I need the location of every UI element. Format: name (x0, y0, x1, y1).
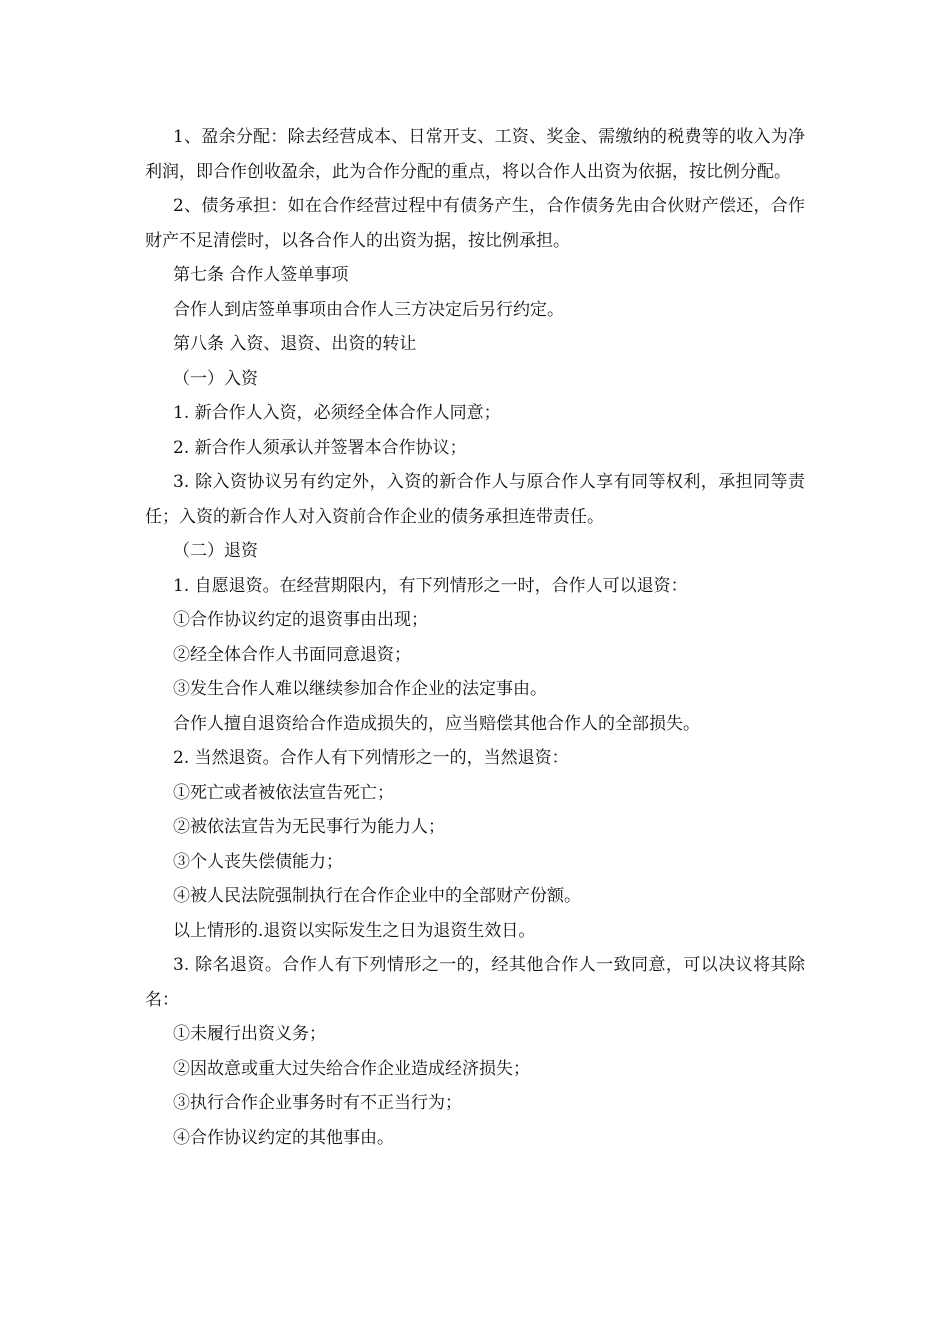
list-item: ③执行合作企业事务时有不正当行为； (173, 1093, 462, 1113)
list-item: ①死亡或者被依法宣告死亡； (173, 782, 394, 803)
list-item: 3. 除名退资。合作人有下列情形之一的，经其他合作人一致同意，可以决议将其除名： (145, 955, 805, 1010)
list-item: 1. 自愿退资。在经营期限内，有下列情形之一时，合作人可以退资： (173, 575, 688, 596)
list-item: ①合作协议约定的退资事由出现； (173, 610, 428, 630)
list-item: ③个人丧失偿债能力； (173, 851, 343, 872)
paragraph-effective-date: 以上情形的.退资以实际发生之日为退资生效日。 (173, 920, 536, 941)
section-capital-entry-heading: （一）入资 (173, 368, 258, 389)
list-item: ②被依法宣告为无民事行为能力人； (173, 817, 445, 837)
list-item: 1. 新合作人入资，必须经全体合作人同意； (173, 403, 501, 423)
list-item: ④合作协议约定的其他事由。 (173, 1127, 394, 1148)
list-item: 3. 除入资协议另有约定外，入资的新合作人与原合作人享有同等权利，承担同等责任；入资的新合作人对入资前合作企业的债务承担连带责任。 (145, 472, 805, 527)
section-withdrawal-heading: （二）退资 (173, 541, 258, 561)
paragraph-debt-liability: 2、债务承担：如在合作经营过程中有债务产生，合作债务先由合伙财产偿还，合作财产不足清偿时，以各合作人的出资为据，按比例承担。 (145, 196, 805, 251)
list-item: ①未履行出资义务； (173, 1024, 326, 1044)
list-item: 2. 新合作人须承认并签署本合作协议； (173, 437, 467, 458)
list-item: ②经全体合作人书面同意退资； (173, 644, 411, 665)
list-item: 2. 当然退资。合作人有下列情形之一的，当然退资： (173, 748, 569, 768)
article-7-heading: 第七条 合作人签单事项 (173, 265, 349, 285)
paragraph-surplus-distribution: 1、盈余分配：除去经营成本、日常开支、工资、奖金、需缴纳的税费等的收入为净利润，即合作创收盈余，此为合作分配的重点，将以合作人出资为依据，按比例分配。 (145, 127, 805, 182)
document-body (145, 120, 805, 1155)
list-item: ②因故意或重大过失给合作企业造成经济损失； (173, 1058, 530, 1079)
paragraph-signing-matters: 合作人到店签单事项由合作人三方决定后另行约定。 (173, 299, 564, 320)
paragraph-unauthorized-withdrawal: 合作人擅自退资给合作造成损失的，应当赔偿其他合作人的全部损失。 (173, 713, 700, 734)
list-item: ④被人民法院强制执行在合作企业中的全部财产份额。 (173, 886, 581, 906)
article-8-heading: 第八条 入资、退资、出资的转让 (173, 334, 417, 354)
list-item: ③发生合作人难以继续参加合作企业的法定事由。 (173, 679, 547, 699)
